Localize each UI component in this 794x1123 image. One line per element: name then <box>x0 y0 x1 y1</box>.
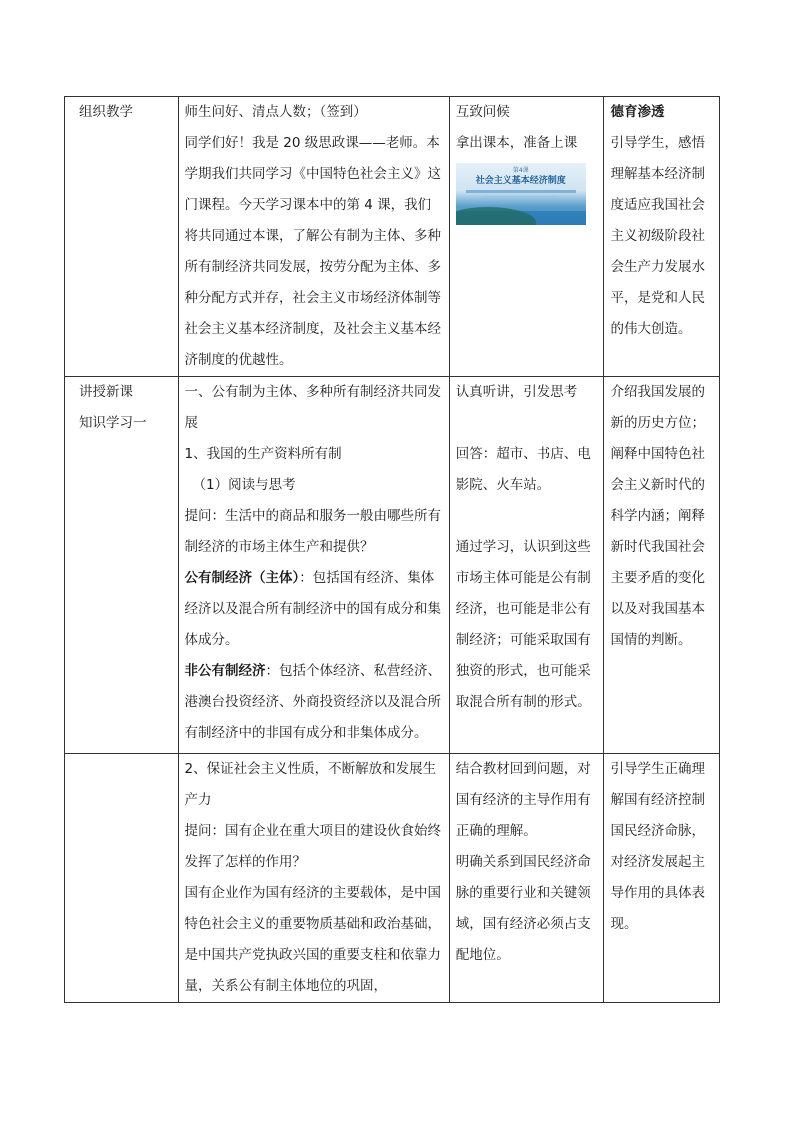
design-intent-cell <box>604 377 720 754</box>
stage-cell <box>65 754 179 1003</box>
intent-heading: 德育渗透 <box>610 104 665 120</box>
table-row <box>65 377 720 754</box>
student-activity: 认真听讲，引发思考 <box>455 384 578 400</box>
student-activity: 明确关系到国民经济命脉的重要行业和关键领域，国有经济必须占支配地位。 <box>455 854 591 963</box>
cover-hill-graphic <box>456 207 536 225</box>
subsection-heading: 2、保证社会主义性质，不断解放和发展生产力 <box>184 761 437 808</box>
design-intent-cell <box>604 97 720 377</box>
textbook-cover-image <box>456 163 586 225</box>
teaching-content-cell <box>178 754 449 1003</box>
student-activity: 通过学习，认识到这些市场主体可能是公有制经济，也可能是非公有制经济；可能采取国有独资的形式，也可能采取混合所有制的形式。 <box>455 539 591 710</box>
content-paragraph: 师生问好、清点人数；（签到） <box>184 104 367 120</box>
student-activity: 回答：超市、书店、电影院、火车站。 <box>455 446 591 493</box>
definition-text: ：包括个体经济、私营经济、港澳台投资经济、外商投资经济以及混合所有制经济中的非国有成分和非集体成分。 <box>184 663 442 741</box>
table-row <box>65 97 720 377</box>
student-activity-cell <box>449 377 604 754</box>
section-heading: 一、公有制为主体、多种所有制经济共同发展 <box>184 384 442 431</box>
stage-cell <box>65 377 179 754</box>
stage-label: 组织教学 <box>79 104 133 120</box>
stage-label: 讲授新课 <box>79 384 133 400</box>
cover-lesson-number: 第4课 <box>512 167 529 174</box>
question-text: 提问：国有企业在重大项目的建设伙食始终发挥了怎样的作用？ <box>184 823 442 870</box>
activity-heading: （1）阅读与思考 <box>192 477 296 493</box>
term-label: 公有制经济（主体） <box>184 570 300 586</box>
student-activity-cell <box>449 754 604 1003</box>
content-paragraph: 同学们好！我是 20 级思政课——老师。本学期我们共同学习《中国特色社会主义》这门课程。今天学习课本中的第 4 课，我们将共同通过本课，了解公有制为主体、多种所有制经济共同发展，按劳分配为主体、多种分配方式并存，社会主义市场经济体制等社会主义基本经济制度，及社会主义基本经济制度的优越性。 <box>184 135 442 368</box>
definition-non-public-ownership <box>185 656 443 749</box>
student-activity: 拿出课本，准备上课 <box>455 135 578 151</box>
spacer <box>456 501 598 532</box>
intent-text: 引导学生正确理解国有经济控制国民经济命脉，对经济发展起主导作用的具体表现。 <box>610 761 705 932</box>
teaching-content-cell <box>178 97 449 377</box>
term-label: 非公有制经济 <box>184 663 266 679</box>
spacer <box>456 408 598 439</box>
subsection-heading: 1、我国的生产资料所有制 <box>184 446 342 462</box>
cover-title: 社会主义基本经济制度 <box>475 176 566 186</box>
stage-label: 知识学习一 <box>79 415 147 431</box>
intent-text: 引导学生，感悟理解基本经济制度适应我国社会主义初级阶段社会生产力发展水平，是党和人民的伟大创造。 <box>610 135 705 337</box>
student-activity-cell <box>449 97 604 377</box>
cover-subtitle-line <box>466 190 576 193</box>
student-activity: 结合教材回到问题，对国有经济的主导作用有正确的理解。 <box>455 761 591 839</box>
student-activity: 互致问候 <box>455 104 510 120</box>
definition-public-ownership <box>185 563 443 656</box>
stage-cell <box>65 97 179 377</box>
question-text: 提问：生活中的商品和服务一般由哪些所有制经济的市场主体生产和提供？ <box>184 508 442 555</box>
definition-text: ：包括国有经济、集体经济以及混合所有制经济中的国有成分和集体成分。 <box>184 570 442 648</box>
intent-text: 介绍我国发展的新的历史方位；阐释中国特色社会主义新时代的科学内涵；阐释新时代我国社会主要矛盾的变化以及对我国基本国情的判断。 <box>610 384 705 648</box>
teaching-content-cell <box>178 377 449 754</box>
lesson-plan-table <box>64 96 720 1003</box>
cover-subtitle-line <box>486 196 556 198</box>
table-row <box>65 754 720 1003</box>
content-paragraph: 国有企业作为国有经济的主要载体，是中国特色社会主义的重要物质基础和政治基础，是中国共产党执政兴国的重要支柱和依靠力量，关系公有制主体地位的巩固， <box>184 885 442 994</box>
design-intent-cell <box>604 754 720 1003</box>
